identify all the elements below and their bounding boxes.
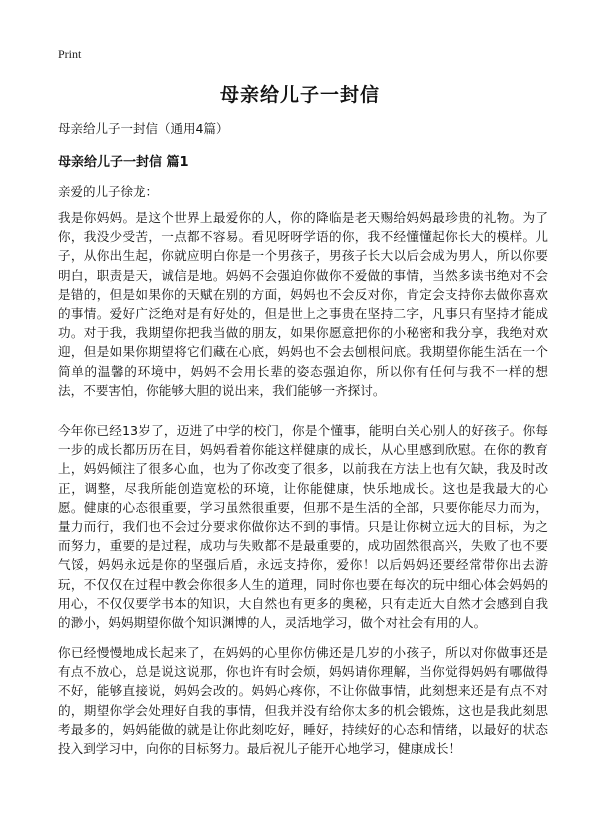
letter-paragraph-2: 今年你已经13岁了，迈进了中学的校门，你是个懂事，能明白关心别人的好孩子。你每一步的成长都历历在目，妈妈看着你能这样健康的成长，从心里感到欣慰。在你的教育上，妈妈倾注了很多心血，也为了你改变了很多，以前我在方法上也有欠缺，我及时改正，调整，尽我所能创造宽松的环境，让你能健康，快乐地成长。这也是我最大的心愿。健康的心态很重要，学习虽然很重要，但那不是生活的全部，只要你能尽力而为，量力而行，我们也不会过分要求你做你达不到的事情。只是让你树立远大的目标，为之而努力，重要的是过程，成功与失败都不是最重要的，成功固然很高兴，失败了也不要气馁，妈妈永远是你的坚强后盾，永远支持你，爱你！以后妈妈还要经常带你出去游玩，不仅仅在过程中教会你很多人生的道理，同时你也要在每次的玩中细心体会妈妈的用心，不仅仅要学书本的知识，大自然也有更多的奥秘，只有走近大自然才会感到自我的渺小，妈妈期望你做个知识渊博的人，灵活地学习，做个对社会有用的人。 — [58, 423, 548, 631]
print-link[interactable]: Print — [58, 47, 82, 61]
letter-paragraph-3: 你已经慢慢地成长起来了，在妈妈的心里你仿佛还是几岁的小孩子，所以对你做事还是有点不放心，总是说这说那，你也许有时会烦，妈妈请你理解，当你觉得妈妈有哪做得不好，能够直接说，妈妈会改的。妈妈心疼你，不让你做事情，此刻想来还是有点不对的，期望你学会处理好自我的事情，但我并没有给你太多的机会锻炼，这也是我此刻思考最多的，妈妈能做的就是让你此刻吃好，睡好，持续好的心态和情绪，以最好的状态投入到学习中，向你的目标努力。最后祝儿子能开心地学习，健康成长！ — [58, 645, 548, 757]
document-title: 母亲给儿子一封信 — [219, 84, 380, 106]
letter-greeting: 亲爱的儿子徐龙： — [58, 184, 159, 199]
letter-paragraph-1: 我是你妈妈。是这个世界上最爱你的人，你的降临是老天赐给妈妈最珍贵的礼物。为了你，我没少受苦，一点都不容易。看见呀呀学语的你，我不经懂懂起你长大的模样。儿子，从你出生起，你就应明白你是一个男孩子，男孩子长大以后会成为男人，所以你要明白，职责是天，诚信是地。妈妈不会强迫你做你不爱做的事情，当然多读书绝对不会是错的，但是如果你的天赋在别的方面，妈妈也不会反对你，肯定会支持你去做你喜欢的事情。爱好广泛绝对是有好处的，但是世上之事贵在坚持二字，凡事只有坚持才能成功。对于我，我期望你把我当做的朋友，如果你愿意把你的小秘密和我分享，我绝对欢迎，但是如果你期望将它们藏在心底，妈妈也不会去刨根问底。我期望你能生活在一个简单的温馨的环境中，妈妈不会用长辈的姿态强迫你，所以你有任何与我不一样的想法，不要害怕，你能够大胆的说出来，我们能够一齐探讨。 — [58, 210, 548, 398]
document-subtitle: 母亲给儿子一封信（通用4篇） — [58, 121, 229, 136]
section-heading: 母亲给儿子一封信 篇1 — [58, 155, 189, 170]
